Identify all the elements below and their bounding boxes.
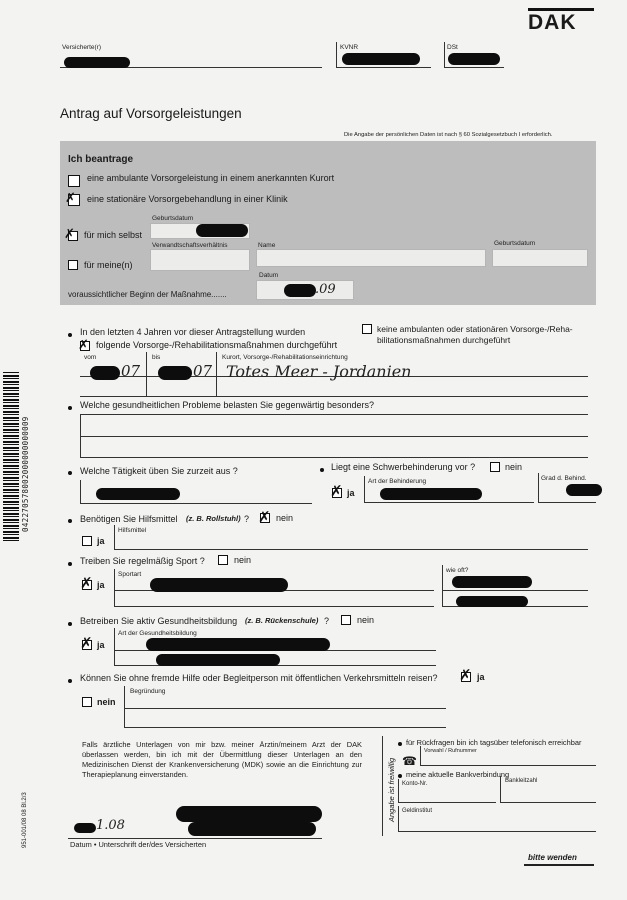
- training-qmark: ?: [324, 616, 330, 626]
- training-question: Betreiben Sie aktiv Gesundheitsbildung: [80, 616, 238, 626]
- training-example: (z. B. Rückenschule): [245, 616, 319, 625]
- family-name-field[interactable]: [256, 249, 486, 267]
- transport-bullet: [68, 679, 72, 683]
- sport-freq-label: wie oft?: [446, 567, 469, 574]
- dst-label: DSt: [447, 44, 458, 51]
- relation-label: Verwandtschaftsverhältnis: [152, 242, 228, 249]
- privacy-note: Die Angabe der persönlichen Daten ist nach § 60 Sozialgesetzbuch I erforderlich.: [344, 132, 553, 138]
- institute-field[interactable]: [398, 806, 596, 832]
- sport-yes-label: ja: [97, 580, 105, 590]
- for-me-check-mark: ✗: [64, 227, 75, 242]
- relation-field[interactable]: [150, 249, 250, 271]
- job-redacted: [96, 488, 180, 500]
- aids-bullet: [68, 519, 72, 523]
- signature-redacted-1: [176, 806, 322, 822]
- aids-no-check-mark: ✗: [258, 508, 271, 526]
- facility-value: Totes Meer - Jordanien: [226, 362, 412, 381]
- facility-label: Kurort, Vorsorge-/Rehabilitationseinrichtung: [222, 354, 348, 361]
- disability-degree-redacted: [566, 484, 602, 496]
- history-done-label: folgende Vorsorge-/Rehabilitationsmaßnahmen durchgeführt: [96, 340, 338, 350]
- job-question: Welche Tätigkeit üben Sie zurzeit aus ?: [80, 466, 238, 476]
- consent-text: Falls ärztliche Unterlagen von mir bzw. meiner Ärztin/meinem Arzt der DAK überlassen werden, bin ich mit der Übermittlung dieser Unterlagen an den Medizinischen Dienst der Krankenversicherung (MDK) sowie an die Einrichtung zur Therapieplanung einverstanden.: [82, 740, 362, 779]
- phone-label: Vorwahl / Rufnummer: [424, 748, 477, 754]
- signature-redacted-2: [188, 822, 316, 836]
- page-title: Antrag auf Vorsorgeleistungen: [60, 106, 242, 121]
- disability-bullet: [320, 468, 324, 472]
- to-date-value: 07: [193, 362, 213, 380]
- insured-label: Versicherte(r): [62, 44, 102, 51]
- kvnr-label: KVNR: [340, 44, 359, 51]
- sport-freq-redacted-1: [452, 576, 532, 588]
- bank-bullet: [398, 774, 402, 778]
- stationaer-label: eine stationäre Vorsorgebehandlung in einer Klinik: [87, 194, 288, 204]
- history-none-label-1: keine ambulanten oder stationären Vorsorge-/Reha-: [377, 324, 573, 334]
- stationaer-check-mark: ✗: [65, 191, 76, 206]
- barcode-number: 042270578002000000000009: [21, 416, 30, 532]
- phone-text: für Rückfragen bin ich tagsüber telefonisch erreichbar: [406, 738, 582, 747]
- disability-type-label: Art der Behinderung: [368, 478, 427, 485]
- aids-example: (z. B. Rollstuhl): [186, 514, 241, 523]
- sport-no-checkbox[interactable]: [218, 555, 228, 565]
- name-label: Name: [258, 242, 276, 249]
- transport-reason-label: Begründung: [130, 688, 166, 695]
- job-bullet: [68, 471, 72, 475]
- bank-code-label: Bankleitzahl: [505, 778, 538, 784]
- birthdate-redacted: [196, 224, 248, 237]
- sport-no-label: nein: [234, 555, 252, 565]
- ambulant-label: eine ambulante Vorsorgeleistung in einem anerkannten Kurort: [87, 173, 335, 183]
- for-me-label: für mich selbst: [84, 230, 143, 240]
- disability-question: Liegt eine Schwerbehinderung vor ?: [331, 462, 476, 472]
- voluntary-label: Angabe ist freiwillig: [387, 757, 396, 822]
- kvnr-redacted: [342, 53, 420, 65]
- disability-yes-label: ja: [347, 488, 355, 498]
- transport-yes-label: ja: [477, 672, 485, 682]
- dst-redacted: [448, 53, 500, 65]
- sport-question: Treiben Sie regelmäßig Sport ?: [80, 556, 205, 566]
- transport-no-label: nein: [97, 697, 116, 707]
- ambulant-checkbox[interactable]: [68, 175, 80, 187]
- turn-over-label: bitte wenden: [528, 853, 577, 862]
- start-label: voraussichtlicher Beginn der Maßnahme.......: [68, 290, 227, 299]
- family-birthdate-field[interactable]: [492, 249, 588, 267]
- history-none-label-2: bilitationsmaßnahmen durchgeführt: [377, 335, 511, 345]
- insured-redacted: [64, 57, 130, 68]
- training-no-checkbox[interactable]: [341, 615, 351, 625]
- aids-yes-label: ja: [97, 536, 105, 546]
- health-question: Welche gesundheitlichen Probleme belasten Sie gegenwärtig besonders?: [80, 400, 375, 410]
- training-redacted-2: [156, 654, 280, 666]
- request-heading: Ich beantrage: [68, 154, 134, 165]
- aids-question: Benötigen Sie Hilfsmittel: [80, 514, 178, 524]
- training-bullet: [68, 622, 72, 626]
- sport-yes-check-mark: ✗: [80, 574, 93, 592]
- phone-icon: ☎: [402, 754, 417, 768]
- training-no-label: nein: [357, 615, 375, 625]
- sport-type-redacted: [150, 578, 288, 592]
- history-none-checkbox[interactable]: [362, 324, 372, 334]
- from-label: vom: [84, 354, 97, 361]
- aids-qmark: ?: [244, 514, 250, 524]
- sport-type-label: Sportart: [118, 571, 142, 578]
- birthdate2-label: Geburtsdatum: [494, 240, 536, 247]
- aids-no-label: nein: [276, 513, 294, 523]
- history-bullet: [68, 333, 72, 337]
- for-family-label: für meine(n): [84, 260, 133, 270]
- start-date-value: .09: [315, 282, 336, 297]
- disability-yes-check-mark: ✗: [330, 482, 343, 500]
- account-field[interactable]: [398, 779, 496, 803]
- disability-no-label: nein: [505, 462, 523, 472]
- phone-bullet: [398, 742, 402, 746]
- barcode: [3, 372, 19, 542]
- signature-date-value: 1.08: [96, 818, 125, 833]
- for-family-checkbox[interactable]: [68, 260, 78, 270]
- account-label: Konto-Nr.: [402, 781, 428, 787]
- training-type-label: Art der Gesundheitsbildung: [118, 630, 197, 637]
- disability-degree-label: Grad d. Behind.: [541, 475, 587, 482]
- dak-logo-text: DAK: [528, 11, 577, 34]
- from-date-redacted: [90, 366, 120, 380]
- aids-type-label: Hilfsmittel: [118, 527, 147, 534]
- training-yes-label: ja: [97, 640, 105, 650]
- signature-label: Datum • Unterschrift der/des Versicherten: [70, 840, 207, 849]
- disability-type-redacted: [380, 488, 482, 500]
- history-intro: In den letzten 4 Jahren vor dieser Antragstellung wurden: [80, 327, 306, 337]
- history-done-check-mark: ✗: [78, 338, 89, 353]
- to-date-redacted: [158, 366, 192, 380]
- aids-yes-checkbox[interactable]: [82, 536, 92, 546]
- transport-question: Können Sie ohne fremde Hilfe oder Begleitperson mit öffentlichen Verkehrsmitteln reisen?: [80, 673, 438, 683]
- institute-label: Geldinstitut: [402, 808, 433, 814]
- sport-bullet: [68, 562, 72, 566]
- bank-code-field[interactable]: [500, 776, 596, 803]
- sport-freq-redacted-2: [456, 596, 528, 607]
- form-number: 951-001/08 08 Bl.2/3: [22, 792, 28, 848]
- training-redacted-1: [146, 638, 330, 651]
- transport-no-checkbox[interactable]: [82, 697, 92, 707]
- start-date-label: Datum: [259, 272, 279, 279]
- to-label: bis: [152, 354, 161, 361]
- disability-no-checkbox[interactable]: [490, 462, 500, 472]
- start-date-redacted: [284, 284, 316, 297]
- training-yes-check-mark: ✗: [80, 634, 93, 652]
- from-date-value: 07: [121, 362, 141, 380]
- phone-field[interactable]: [420, 746, 596, 766]
- bank-text: meine aktuelle Bankverbindung: [406, 770, 510, 779]
- dak-logo: [528, 8, 594, 34]
- date-redacted: [74, 823, 96, 833]
- birthdate-label: Geburtsdatum: [152, 215, 194, 222]
- transport-yes-check-mark: ✗: [459, 666, 472, 684]
- health-bullet: [68, 406, 72, 410]
